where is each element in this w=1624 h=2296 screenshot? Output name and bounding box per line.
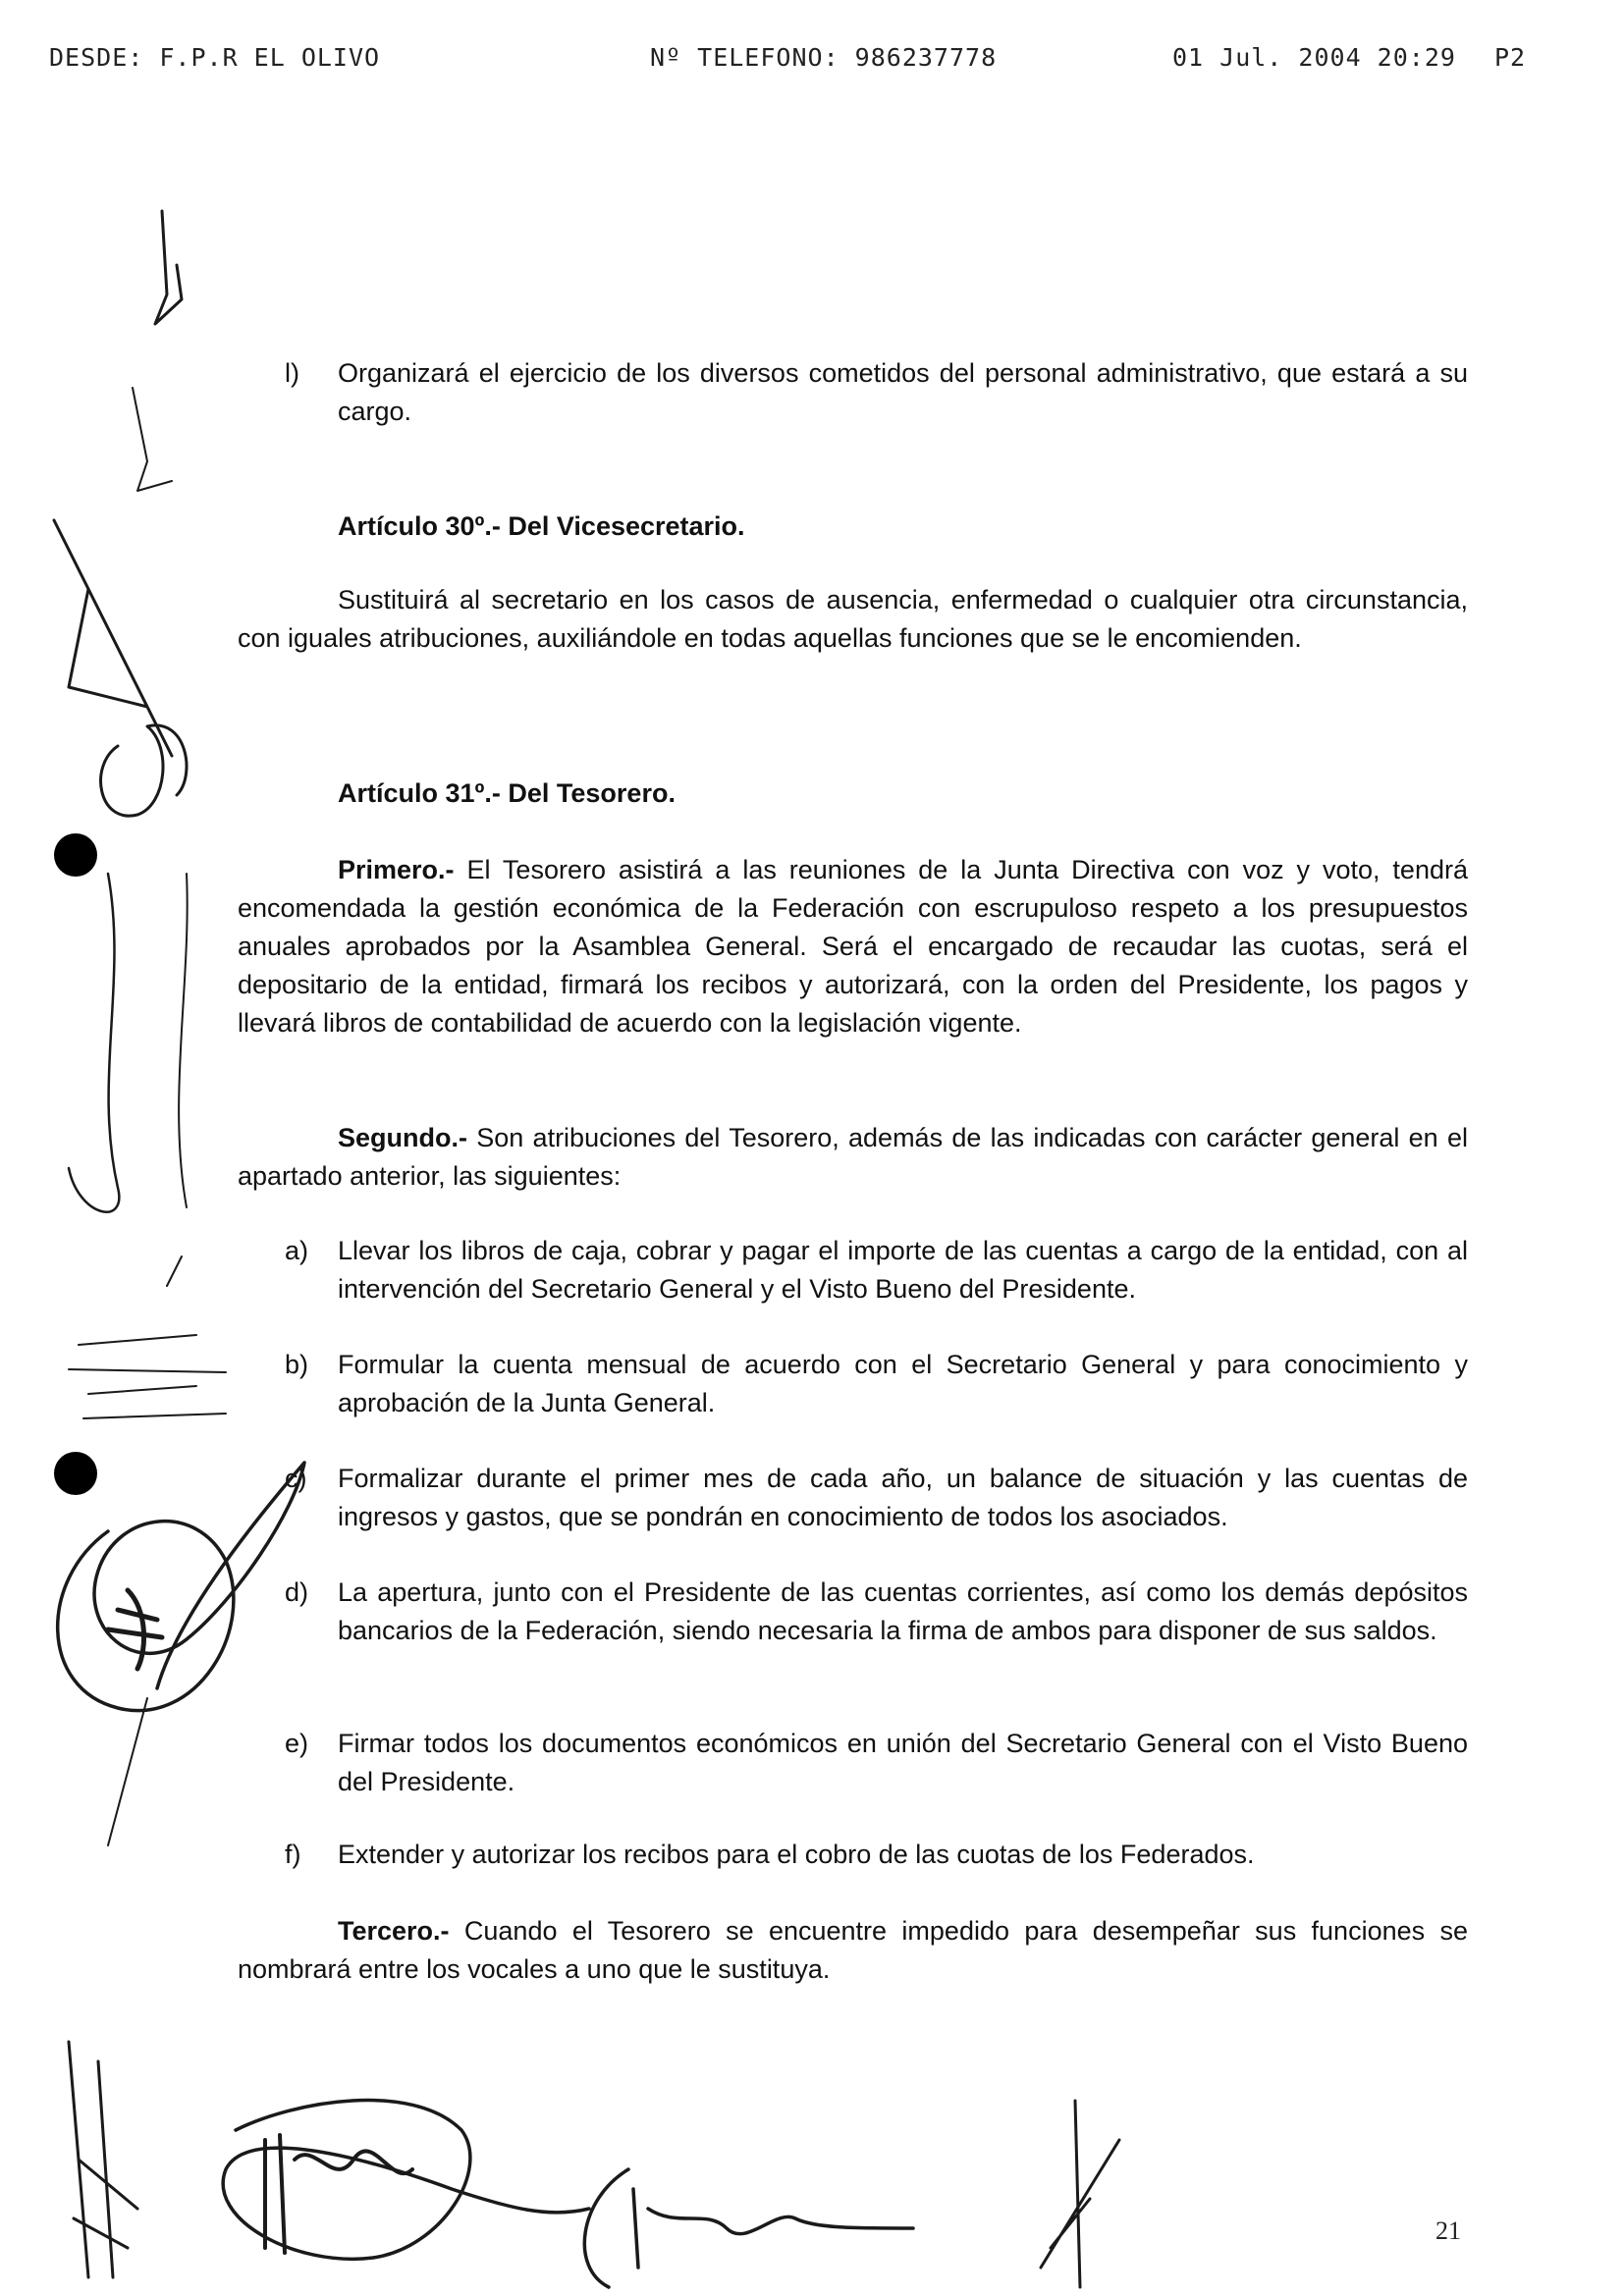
list-item-text: Firmar todos los documentos económicos en unión del Secretario General con el Visto Bueno del Presidente. — [338, 1729, 1468, 1796]
margin-signature-6 — [167, 874, 188, 1286]
fax-header — [0, 43, 1624, 82]
margin-signature-5 — [69, 874, 119, 1212]
margin-signature-4 — [101, 725, 187, 816]
tercero-text: Cuando el Tesorero se encuentre impedido para desempeñar sus funciones se nombrará entre los vocales a uno que le sustituya. — [238, 1916, 1468, 1984]
bottom-signature-1 — [69, 2042, 137, 2277]
margin-stamp-dot — [54, 1452, 97, 1495]
list-item-letter: e) — [285, 1729, 309, 1758]
article-30-heading: Artículo 30º.- Del Vicesecretario. — [338, 511, 745, 541]
article-30-body: Sustituirá al secretario en los casos de ausencia, enfermedad o cualquier otra circunstancia, con iguales atribuciones, auxiliándole en todas aquellas funciones que se le encomienden. — [238, 585, 1468, 653]
margin-stamp-dot — [54, 833, 97, 877]
list-item-letter: f) — [285, 1840, 301, 1869]
list-item-a — [285, 1232, 1468, 1308]
list-item-letter: b) — [285, 1350, 309, 1379]
bottom-signature-2 — [223, 2101, 589, 2260]
fax-datetime: 01 Jul. 2004 20:29 — [1172, 43, 1456, 72]
list-item-text: Llevar los libros de caja, cobrar y pagar el importe de las cuentas a cargo de la entidad, con al intervención del Secretario General y el Visto Bueno del Presidente. — [338, 1236, 1468, 1304]
article-31-heading: Artículo 31º.- Del Tesorero. — [338, 778, 676, 808]
list-item-l — [285, 354, 1468, 431]
bottom-signature-5 — [1041, 2101, 1119, 2287]
list-item-e — [285, 1725, 1468, 1801]
list-item-text: Organizará el ejercicio de los diversos cometidos del personal administrativo, que estará a su cargo. — [338, 358, 1468, 426]
list-item-c — [285, 1460, 1468, 1536]
margin-signature-1 — [155, 211, 182, 324]
list-item-f — [285, 1836, 1468, 1874]
list-item-letter: c) — [285, 1464, 307, 1493]
primero-text: El Tesorero asistirá a las reuniones de la Junta Directiva con voz y voto, tendrá encomendada la gestión económica de la Federación con escrupuloso respeto a los presupuestos anuales aprobados por la Asamblea General. Será el encargado de recaudar las cuotas, será el depositario de la entidad, firmará los recibos y autorizará, con la orden del Presidente, los pagos y llevará libros de contabilidad de acuerdo con la legislación vigente. — [238, 855, 1468, 1038]
list-item-letter: l) — [285, 358, 299, 388]
bottom-signature-4 — [584, 2169, 913, 2287]
margin-signature-7 — [69, 1335, 226, 1418]
margin-signature-3 — [54, 520, 172, 756]
list-item-text: Extender y autorizar los recibos para el cobro de las cuotas de los Federados. — [338, 1840, 1255, 1869]
margin-signature-2 — [133, 388, 172, 491]
fax-phone: Nº TELEFONO: 986237778 — [650, 43, 998, 72]
page-number: 21 — [1435, 2216, 1461, 2245]
primero-label: Primero.- — [338, 855, 455, 884]
list-item-b — [285, 1346, 1468, 1422]
list-item-letter: d) — [285, 1577, 309, 1607]
margin-signature-9 — [108, 1590, 162, 1669]
fax-sender: DESDE: F.P.R EL OLIVO — [49, 43, 381, 72]
list-item-letter: a) — [285, 1236, 309, 1265]
article-31-primero — [238, 851, 1468, 1042]
bottom-signature-3 — [265, 2135, 412, 2253]
margin-signature-8 — [58, 1463, 304, 1711]
list-item-text: La apertura, junto con el Presidente de las cuentas corrientes, así como los demás depósitos bancarios de la Federación, siendo necesaria la firma de ambos para disponer de sus saldos. — [338, 1577, 1468, 1645]
list-item-text: Formular la cuenta mensual de acuerdo con el Secretario General y para conocimiento y aprobación de la Junta General. — [338, 1350, 1468, 1417]
segundo-label: Segundo.- — [338, 1123, 467, 1152]
margin-signature-10 — [108, 1698, 147, 1845]
list-item-d — [285, 1574, 1468, 1650]
tercero-label: Tercero.- — [338, 1916, 450, 1946]
article-31-tercero — [238, 1912, 1468, 1989]
fax-page: P2 — [1494, 43, 1527, 72]
list-item-text: Formalizar durante el primer mes de cada año, un balance de situación y las cuentas de ingresos y gastos, que se pondrán en conocimiento de todos los asociados. — [338, 1464, 1468, 1531]
segundo-text: Son atribuciones del Tesorero, además de las indicadas con carácter general en el apartado anterior, las siguientes: — [238, 1123, 1468, 1191]
article-31-segundo — [238, 1119, 1468, 1196]
